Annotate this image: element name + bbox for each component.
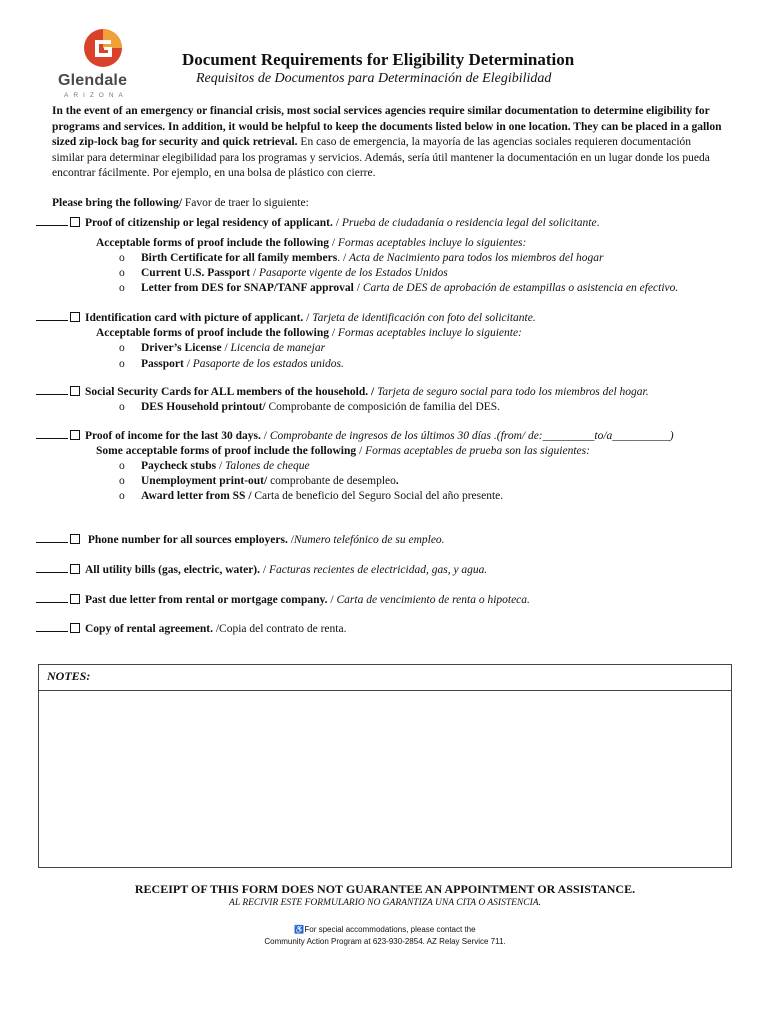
list-item-label: Letter from DES for SNAP/TANF approval	[141, 282, 354, 294]
checkbox[interactable]	[70, 534, 80, 544]
separator: /	[250, 267, 259, 279]
bullet-icon: o	[119, 460, 125, 472]
please-bring-en: Please bring the following/	[52, 197, 183, 209]
separator: /	[328, 237, 338, 249]
item-income	[36, 429, 674, 444]
item-label-es: Comprobante de ingresos de los últimos 30 días .(from/ de:_________to/a__________)	[269, 430, 674, 442]
list-item	[119, 357, 344, 372]
period: .	[395, 475, 399, 487]
logo-subtext: ARIZONA	[64, 92, 128, 99]
contact-info	[0, 924, 770, 948]
separator: /	[328, 327, 338, 339]
item-label: Identification card with picture of applicant.	[85, 312, 304, 324]
blank-line[interactable]	[36, 311, 68, 321]
list-item-label-es: comprobante de desempleo	[267, 475, 396, 487]
checkbox[interactable]	[70, 564, 80, 574]
forms-label: Acceptable forms of proof include the following	[96, 237, 329, 249]
forms-label-es: Formas aceptables incluye lo siguiente:	[337, 327, 522, 339]
list-item-label: DES Household printout/	[141, 401, 266, 413]
item-label: Past due letter from rental or mortgage company.	[85, 594, 328, 606]
separator: /	[327, 594, 337, 606]
item-rental-agreement	[36, 622, 346, 637]
item-label-es: Carta de vencimiento de renta o hipoteca.	[336, 594, 530, 606]
income-forms-heading	[96, 444, 590, 459]
item-label: Copy of rental agreement.	[85, 623, 213, 635]
please-bring-es: Favor de traer lo siguiente:	[182, 197, 309, 209]
blank-line[interactable]	[36, 622, 68, 632]
list-item	[119, 251, 604, 266]
checkbox[interactable]	[70, 312, 80, 322]
bullet-icon: o	[119, 401, 125, 413]
notes-label: NOTES:	[39, 665, 731, 691]
list-item	[119, 459, 310, 474]
forms-label-es: Formas aceptables incluye lo siguientes:	[337, 237, 527, 249]
list-item-label-es: Acta de Nacimiento para todos los miembros del hogar	[349, 252, 604, 264]
separator: /	[303, 312, 313, 324]
forms-label-es: Formas aceptables de prueba son las siguientes:	[365, 445, 590, 457]
blank-line[interactable]	[36, 216, 68, 226]
contact-line-1: For special accommodations, please contact the	[304, 925, 476, 934]
list-item-label: Award letter from SS /	[141, 490, 252, 502]
list-item	[119, 266, 448, 281]
checkbox[interactable]	[70, 623, 80, 633]
list-item-label-es: Carta de beneficio del Seguro Social del año presente.	[251, 490, 504, 502]
list-item	[119, 474, 399, 489]
notes-box	[38, 664, 732, 868]
list-item-label-es: Carta de DES de aprobación de estampillas o asistencia en efectivo.	[362, 282, 679, 294]
blank-line[interactable]	[36, 385, 68, 395]
citizenship-forms-heading	[96, 236, 526, 251]
separator: /	[216, 460, 226, 472]
receipt-disclaimer: RECEIPT OF THIS FORM DOES NOT GUARANTEE AN APPOINTMENT OR ASSISTANCE.	[134, 882, 636, 896]
list-item-label-es: Pasaporte de los estados unidos.	[192, 358, 344, 370]
checkbox[interactable]	[70, 430, 80, 440]
list-item	[119, 489, 503, 504]
item-utility	[36, 563, 487, 578]
bullet-icon: o	[119, 252, 125, 264]
list-item-label-es: Talones de cheque	[225, 460, 310, 472]
separator: /	[356, 445, 366, 457]
bullet-icon: o	[119, 267, 125, 279]
item-label-es: Tarjeta de seguro social para todo los miembros del hogar.	[377, 386, 649, 398]
separator: /	[221, 342, 231, 354]
item-label: All utility bills (gas, electric, water).	[85, 564, 261, 576]
blank-line[interactable]	[36, 593, 68, 603]
item-past-due	[36, 593, 530, 608]
item-label-es: Tarjeta de identificación con foto del solicitante.	[312, 312, 536, 324]
contact-line-2: Community Action Program at 623-930-2854. AZ Relay Service 711.	[264, 937, 506, 946]
bullet-icon: o	[119, 342, 125, 354]
period: .	[596, 217, 600, 229]
separator: /	[353, 282, 363, 294]
list-item-label: Unemployment print-out/	[141, 475, 268, 487]
intro-spanish: En caso de emergencia, la mayoría de las agencias sociales requieren documentación similar para determinar elegibilidad para los programas y servicios. Además, sería útil mantener la documentación en un lugar donde los pueda encontrar fácilmente. Por ejemplo, en una bolsa de plástico con cierre.	[52, 136, 710, 179]
checkbox[interactable]	[70, 594, 80, 604]
separator: /	[260, 564, 269, 576]
blank-line[interactable]	[36, 563, 68, 573]
item-label-es: /Copia del contrato de renta.	[212, 623, 347, 635]
item-label-es: Facturas recientes de electricidad, gas, y agua.	[268, 564, 488, 576]
item-id-card	[36, 311, 536, 326]
item-citizenship	[36, 216, 599, 231]
item-label: Social Security Cards for ALL members of the household. /	[85, 386, 375, 398]
list-item	[119, 281, 678, 296]
separator: /	[332, 217, 342, 229]
item-label: Proof of income for the last 30 days.	[85, 430, 261, 442]
item-label-es: Prueba de ciudadanía o residencia legal del solicitante	[341, 217, 597, 229]
separator: /	[183, 358, 193, 370]
please-bring-line	[52, 196, 309, 211]
separator: /	[287, 534, 294, 546]
list-item-label: Birth Certificate for all family members	[141, 252, 338, 264]
checkbox[interactable]	[70, 386, 80, 396]
list-item-label: Paycheck stubs	[141, 460, 217, 472]
intro-english: In the event of an emergency or financial crisis, most social services agencies require similar documentation to determine eligibility for programs and services. In addition, it would be helpful to keep the documents listed below in one location. They can be placed in a gallon sized zip-lock bag for security and quick retrieval.	[52, 105, 722, 148]
list-item-label-es: Pasaporte vigente de los Estados Unidos	[259, 267, 448, 279]
list-item-label-es: Licencia de manejar	[230, 342, 326, 354]
notes-area[interactable]	[39, 691, 731, 865]
checkbox[interactable]	[70, 217, 80, 227]
accessibility-icon: ♿	[294, 925, 305, 934]
list-item-label-es: Comprobante de composición de familia del DES.	[265, 401, 501, 413]
item-label: Proof of citizenship or legal residency of applicant.	[85, 217, 333, 229]
document-title: Document Requirements for Eligibility Determination	[182, 50, 575, 69]
item-phone	[36, 533, 445, 548]
receipt-disclaimer-es: AL RECIVIR ESTE FORMULARIO NO GARANTIZA UNA CITA O ASISTENCIA.	[229, 898, 541, 908]
bullet-icon: o	[119, 475, 125, 487]
separator: /	[260, 430, 270, 442]
bullet-icon: o	[119, 358, 125, 370]
separator: . /	[337, 252, 350, 264]
list-item-label: Current U.S. Passport	[141, 267, 251, 279]
logo-wordmark: Glendale	[58, 72, 128, 89]
list-item-label: Passport	[141, 358, 184, 370]
item-label-es: Numero telefónico de su empleo.	[293, 534, 445, 546]
intro-paragraph	[52, 104, 724, 182]
bullet-icon: o	[119, 282, 125, 294]
id-forms-heading	[96, 326, 522, 341]
blank-line[interactable]	[36, 533, 68, 543]
list-item	[119, 341, 325, 356]
list-item	[119, 400, 500, 415]
blank-line[interactable]	[36, 429, 68, 439]
bullet-icon: o	[119, 490, 125, 502]
item-social-security	[36, 385, 649, 400]
forms-label: Some acceptable forms of proof include the following	[96, 445, 357, 457]
item-label: Phone number for all sources employers.	[87, 534, 288, 546]
list-item-label: Driver’s License	[141, 342, 222, 354]
forms-label: Acceptable forms of proof include the following	[96, 327, 329, 339]
document-subtitle: Requisitos de Documentos para Determinación de Elegibilidad	[196, 71, 552, 86]
